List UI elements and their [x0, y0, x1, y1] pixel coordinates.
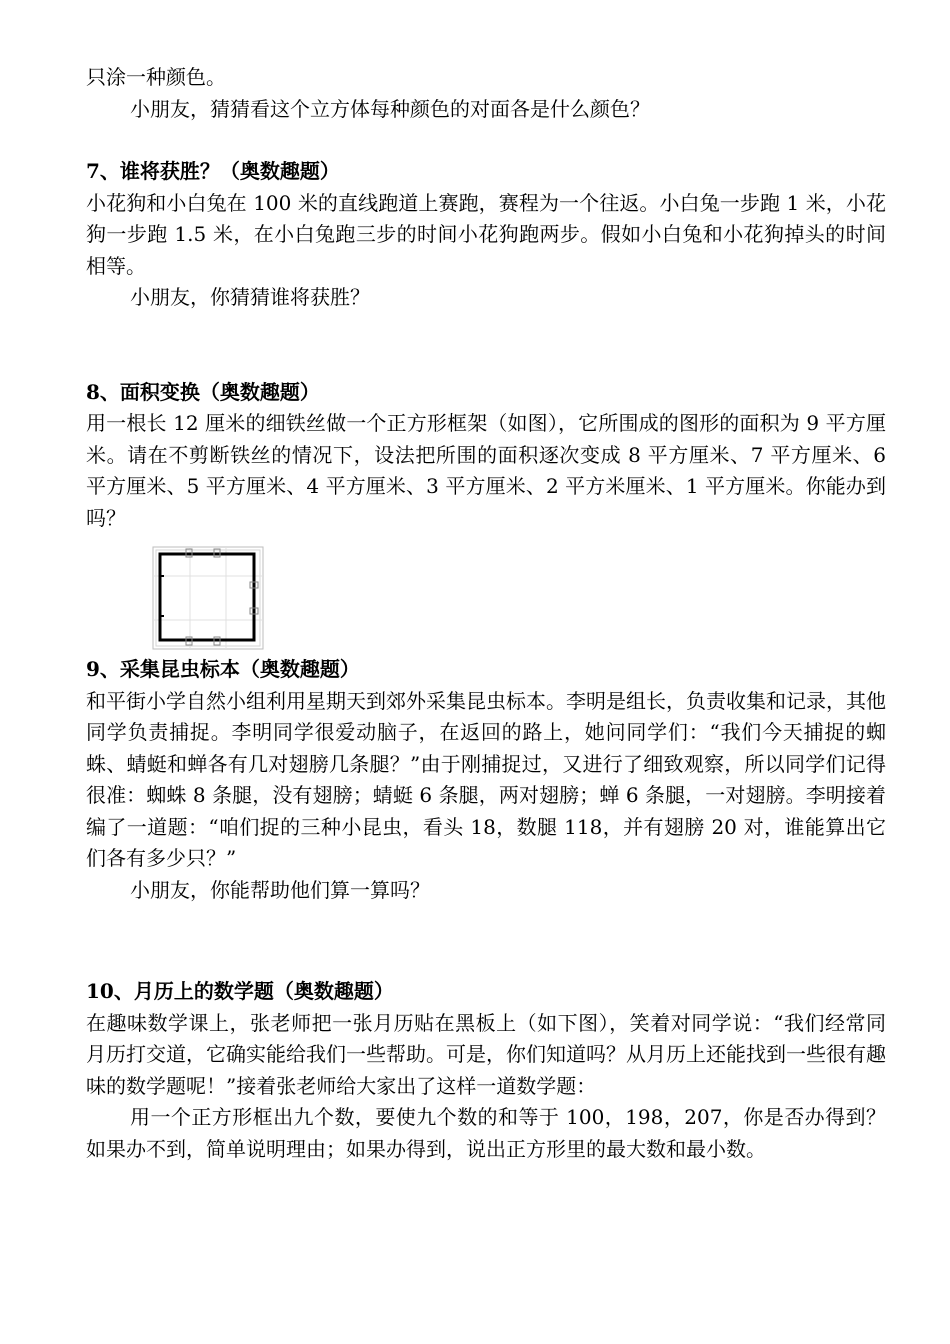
intro-question: 小朋友，猜猜看这个立方体每种颜色的对面各是什么颜色？: [130, 96, 650, 121]
spacer: [86, 906, 886, 976]
problem10-body: 在趣味数学课上，张老师把一张月历贴在黑板上（如下图），笑着对同学说：“我们经常同月历打交道，它确实能给我们一些帮助。可是，你们知道吗？从月历上还能找到一些很有趣味的数学题呢！”接着张老师给大家出了这样一道数学题：: [86, 1010, 886, 1098]
spacer: [86, 125, 886, 156]
problem7-body: 小花狗和小白兔在 100 米的直线跑道上赛跑，赛程为一个往返。小白兔一步跑 1 米，小花狗一步跑 1.5 米，在小白兔跑三步的时间小花狗跑两步。假如小白兔和小花狗掉头的时间相等。: [86, 190, 886, 278]
problem9-title: 9、采集昆虫标本（奥数趣题）: [86, 657, 360, 681]
problem7-question: 小朋友，你猜猜谁将获胜？: [130, 285, 370, 309]
problem9-question: 小朋友，你能帮助他们算一算吗？: [130, 877, 430, 902]
square-frame-drawing: [152, 546, 264, 650]
problem8-title: 8、面积变换（奥数趣题）: [86, 379, 320, 404]
problem10-title: 10、月历上的数学题（奥数趣题）: [86, 979, 394, 1003]
document-page: [86, 62, 886, 1165]
spacer: [86, 314, 886, 377]
problem10-question: 用一个正方形框出九个数，要使九个数的和等于 100，198，207，你是否办得到？如果办不到，简单说明理由；如果办得到，说出正方形里的最大数和最小数。: [86, 1105, 886, 1161]
problem7-title: 7、谁将获胜？（奥数趣题）: [86, 159, 340, 183]
problem8-body: 用一根长 12 厘米的细铁丝做一个正方形框架（如图），它所围成的图形的面积为 9 平方厘米。请在不剪断铁丝的情况下，设法把所围的面积逐次变成 8 平方厘米、7 平方厘米、6 平方厘米、5 平方厘米、4 平方厘米、3 平方厘米、2 平方米厘米、1 平方厘米。你能办到吗？: [86, 411, 886, 530]
problem9-body: 和平街小学自然小组利用星期天到郊外采集昆虫标本。李明是组长，负责收集和记录，其他同学负责捕捉。李明同学很爱动脑子，在返回的路上，她问同学们：“我们今天捕捉的蜘蛛、蜻蜓和蝉各有几对翅膀几条腿？”由于刚捕捉过，又进行了细致观察，所以同学们记得很准：蜘蛛 8 条腿，没有翅膀；蜻蜓 6 条腿，两对翅膀；蝉 6 条腿，一对翅膀。李明接着编了一道题：“咱们捉的三种小昆虫，看头 18，数腿 118，并有翅膀 20 对，谁能算出它们各有多少只？”: [86, 688, 886, 870]
intro-line: 只涂一种颜色。: [86, 65, 226, 89]
square-frame-figure: [152, 546, 264, 650]
